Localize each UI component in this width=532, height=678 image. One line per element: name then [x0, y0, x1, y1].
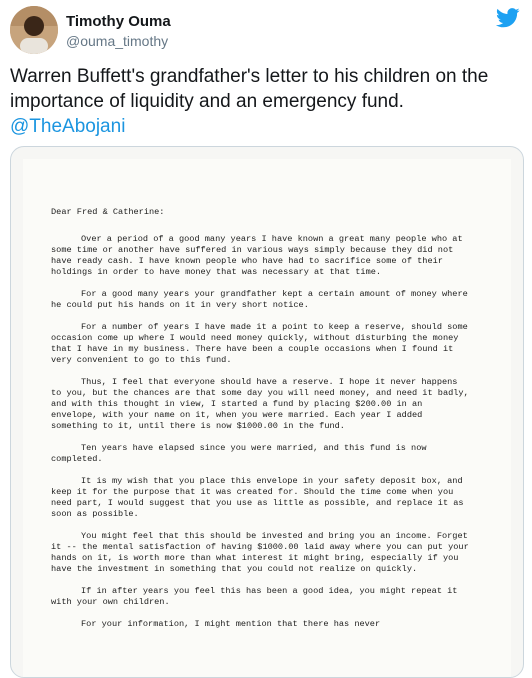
letter-paragraph: Ten years have elapsed since you were married, and this fund is now completed. — [51, 443, 427, 464]
letter-paragraph: It is my wish that you place this envelope in your safety deposit box, and keep it for the purpose that it was created for. Should the time come when you need part, I would suggest that you use as little as possible, and replace it as soon as possible. — [51, 476, 464, 519]
attached-image[interactable] — [10, 146, 524, 678]
user-handle[interactable]: @ouma_timothy — [66, 33, 169, 49]
letter-paragraph: For a number of years I have made it a point to keep a reserve, should some occasion come up where I would need money quickly, without disturbing the money that I have in my business. There have been a couple occasions when I found it very convenient to go to this fund. — [51, 322, 468, 365]
letter-paragraph: You might feel that this should be invested and bring you an income. Forget it -- the mental satisfaction of having $1000.00 laid away where you can put your hands on it, is worth more than what interest it might bring, especially if you have the investment in something that you could not realize on quickly. — [51, 531, 469, 574]
avatar[interactable] — [10, 6, 58, 54]
mention-link[interactable]: @TheAbojani — [10, 116, 126, 137]
letter-paragraph: Thus, I feel that everyone should have a reserve. I hope it never happens to you, but the chances are that some day you will need money, and need it badly, and with this thought in view, I started a fund by placing $200.00 in an envelope, with your name on it, when you were married. Each year I added something to it, until there is now $1000.00 in the fund. — [51, 377, 469, 431]
letter-paragraph: If in after years you feel this has been a good idea, you might repeat it with your own children. — [51, 586, 458, 607]
letter-body — [51, 207, 471, 641]
twitter-bird-icon[interactable] — [496, 8, 520, 28]
tweet-body: Warren Buffett's grandfather's letter to his children on the importance of liquidity and an emergency fund. — [10, 66, 489, 112]
letter-salutation: Dear Fred & Catherine: — [51, 207, 165, 217]
display-name[interactable]: Timothy Ouma — [66, 13, 171, 30]
letter-paragraph: For your information, I might mention that there has never — [81, 619, 381, 629]
tweet-header — [10, 6, 522, 58]
letter-paragraph: For a good many years your grandfather kept a certain amount of money where he could put his hands on it in very short notice. — [51, 289, 468, 310]
letter-page — [23, 159, 511, 677]
tweet-text — [10, 64, 520, 139]
letter-paragraph: Over a period of a good many years I have known a great many people who at some time or another have suffered in various ways simply because they did not have ready cash. I have known people who have had to sacrifice some of their holdings in order to have money that was necessary at that time. — [51, 234, 463, 277]
